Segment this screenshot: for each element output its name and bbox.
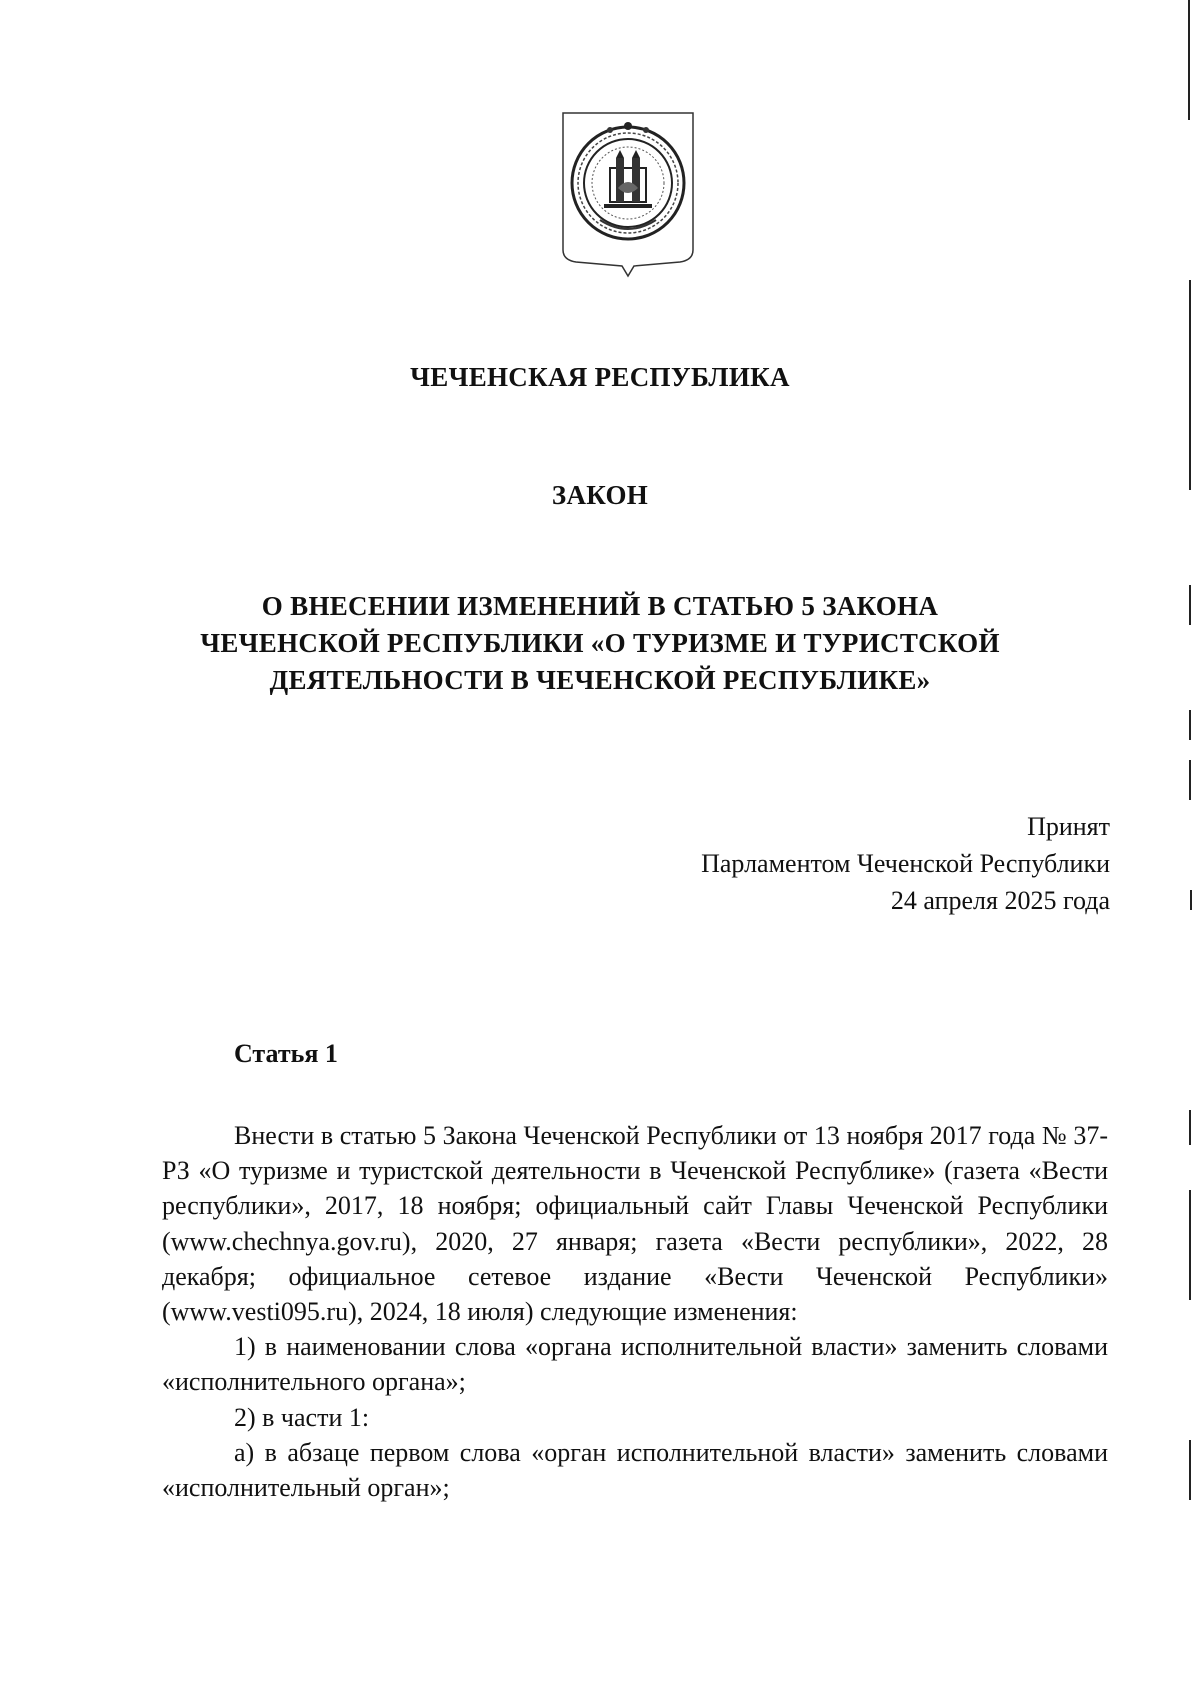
document-type-heading: ЗАКОН: [551, 480, 649, 510]
article-item-2: 2) в части 1:: [234, 1402, 370, 1432]
law-title: [0, 588, 1200, 699]
scan-edge-mark: [1189, 1110, 1191, 1145]
article-intro-paragraph: Внести в статью 5 Закона Чеченской Республики от 13 ноября 2017 года № 37-РЗ «О туризме и туристской деятельности в Чеченской Республике» (газета «Вести республики», 2017, 18 ноября; официальный сайт Главы Чеченской Республики (www.chechnya.gov.ru), 2020, 27 января; газета «Вести республики», 2022, 28 декабря; официальное сетевое издание «Вести Чеченской Республики» (www.vesti095.ru), 2024, 18 июля) следующие изменения:: [162, 1121, 1108, 1327]
law-title-line: О ВНЕСЕНИИ ИЗМЕНЕНИЙ В СТАТЬЮ 5 ЗАКОНА: [261, 591, 939, 621]
republic-heading: ЧЕЧЕНСКАЯ РЕСПУБЛИКА: [410, 362, 790, 392]
scan-edge-mark: [1189, 280, 1191, 490]
coat-of-arms-icon: [560, 110, 696, 280]
adoption-block: [701, 808, 1110, 919]
adoption-body: Парламентом Чеченской Республики: [701, 849, 1110, 878]
scan-edge-mark: [1189, 1190, 1191, 1300]
scan-edge-mark: [1188, 0, 1190, 120]
article-title: Статья 1: [234, 1039, 338, 1068]
adoption-status: Принят: [1027, 812, 1110, 841]
law-title-line: ЧЕЧЕНСКОЙ РЕСПУБЛИКИ «О ТУРИЗМЕ И ТУРИСТСКОЙ: [200, 628, 1000, 658]
article-item-1: 1) в наименовании слова «органа исполнительной власти» заменить словами «исполнительного органа»;: [162, 1332, 1108, 1397]
scan-edge-mark: [1189, 1440, 1191, 1500]
law-title-line: ДЕЯТЕЛЬНОСТИ В ЧЕЧЕНСКОЙ РЕСПУБЛИКЕ»: [269, 665, 931, 695]
scan-edge-mark: [1190, 890, 1192, 910]
scan-edge-mark: [1189, 710, 1191, 740]
scan-edge-mark: [1189, 585, 1191, 625]
article-body: [162, 1118, 1108, 1505]
scan-edge-mark: [1189, 760, 1191, 800]
adoption-date: 24 апреля 2025 года: [890, 886, 1110, 915]
article-item-2a: а) в абзаце первом слова «орган исполнительной власти» заменить словами «исполнительный орган»;: [162, 1437, 1108, 1503]
